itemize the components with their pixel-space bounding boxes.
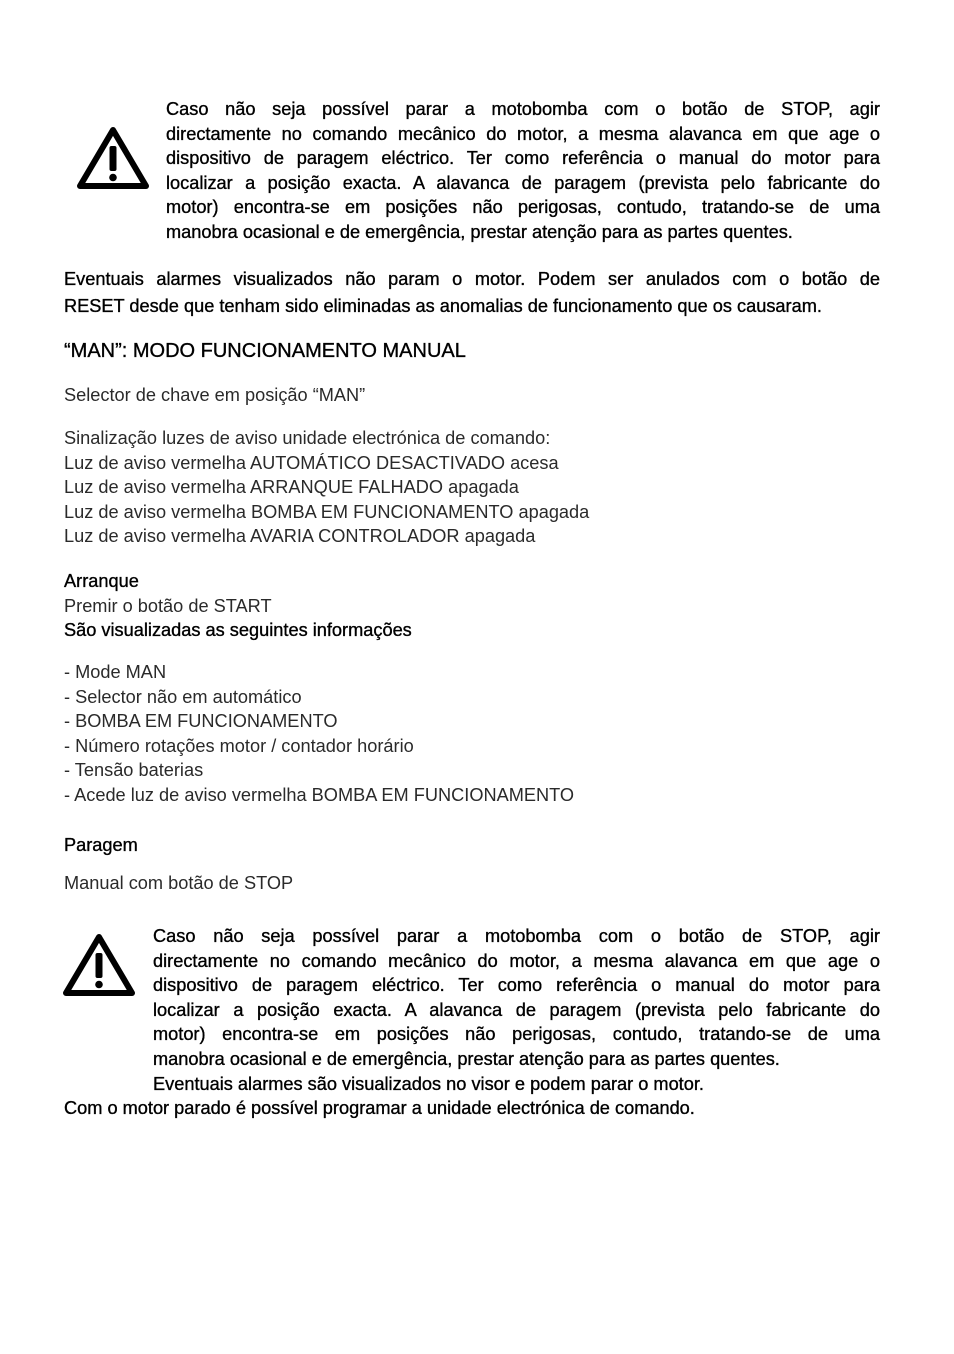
list-item: - Número rotações motor / contador horário (64, 735, 414, 756)
warning-2-line: localizar a posição exacta. A alavanca de paragem (prevista pelo fabricante do (153, 999, 880, 1020)
warning-1-line: manobra ocasional e de emergência, prestar atenção para as partes quentes. (166, 221, 793, 242)
alarms-note (64, 266, 880, 320)
warning-1-line: localizar a posição exacta. A alavanca de paragem (prevista pelo fabricante do (166, 172, 880, 193)
start-title: Arranque (64, 571, 139, 591)
warning-triangle-icon (76, 126, 150, 190)
signal-line: Luz de aviso vermelha ARRANQUE FALHADO apagada (64, 477, 519, 498)
stop-title: Paragem (64, 835, 138, 855)
section-heading: “MAN”: MODO FUNCIONAMENTO MANUAL (64, 340, 466, 362)
warning-2-line: directamente no comando mecânico do motor, a mesma alavanca em que age o (153, 950, 880, 971)
signal-line: Sinalização luzes de aviso unidade electrónica de comando: (64, 428, 551, 448)
list-item: - Mode MAN (64, 662, 167, 682)
warning-1-text (166, 97, 880, 245)
signals-list (64, 426, 880, 549)
start-info-list (64, 660, 880, 808)
warning-1-line: Caso não seja possível parar a motobomba com o botão de STOP, agir (166, 99, 880, 119)
warning-1-line: directamente no comando mecânico do motor, a mesma alavanca em que age o (166, 123, 880, 144)
closing-note: Com o motor parado é possível programar a unidade electrónica de comando. (64, 1098, 695, 1118)
warning-triangle-icon (62, 933, 136, 997)
warning-2-line: Caso não seja possível parar a motobomba com o botão de STOP, agir (153, 926, 880, 946)
selector-text: Selector de chave em posição “MAN” (64, 385, 366, 405)
start-instruction: Premir o botão de START (64, 595, 272, 616)
warning-1-line: dispositivo de paragem eléctrico. Ter como referência o manual do motor para (166, 148, 880, 169)
warning-1-line: motor) encontra-se em posições não perigosas, contudo, tratando-se de uma (166, 197, 880, 218)
stop-instruction: Manual com botão de STOP (64, 873, 294, 893)
warning-2-line: dispositivo de paragem eléctrico. Ter como referência o manual do motor para (153, 975, 880, 996)
list-item: - Selector não em automático (64, 686, 302, 707)
warning-2-text (153, 924, 880, 1096)
start-section (64, 569, 880, 643)
list-item: - Tensão baterias (64, 760, 204, 781)
start-info-heading: São visualizadas as seguintes informações (64, 620, 412, 641)
list-item: - BOMBA EM FUNCIONAMENTO (64, 711, 338, 732)
signal-line: Luz de aviso vermelha BOMBA EM FUNCIONAMENTO apagada (64, 501, 590, 522)
signal-line: Luz de aviso vermelha AVARIA CONTROLADOR apagada (64, 526, 536, 547)
signal-line: Luz de aviso vermelha AUTOMÁTICO DESACTIVADO acesa (64, 452, 559, 473)
list-item: - Acede luz de aviso vermelha BOMBA EM FUNCIONAMENTO (64, 784, 575, 805)
warning-2-line: motor) encontra-se em posições não perigosas, contudo, tratando-se de uma (153, 1024, 880, 1045)
alarms-note-line: Eventuais alarmes visualizados não param o motor. Podem ser anulados com o botão de (64, 269, 880, 289)
alarms-note-line: RESET desde que tenham sido eliminadas as anomalias de funcionamento que os causaram. (64, 296, 822, 316)
warning-2-line: Eventuais alarmes são visualizados no visor e podem parar o motor. (153, 1073, 704, 1094)
warning-2-line: manobra ocasional e de emergência, prestar atenção para as partes quentes. (153, 1048, 780, 1069)
